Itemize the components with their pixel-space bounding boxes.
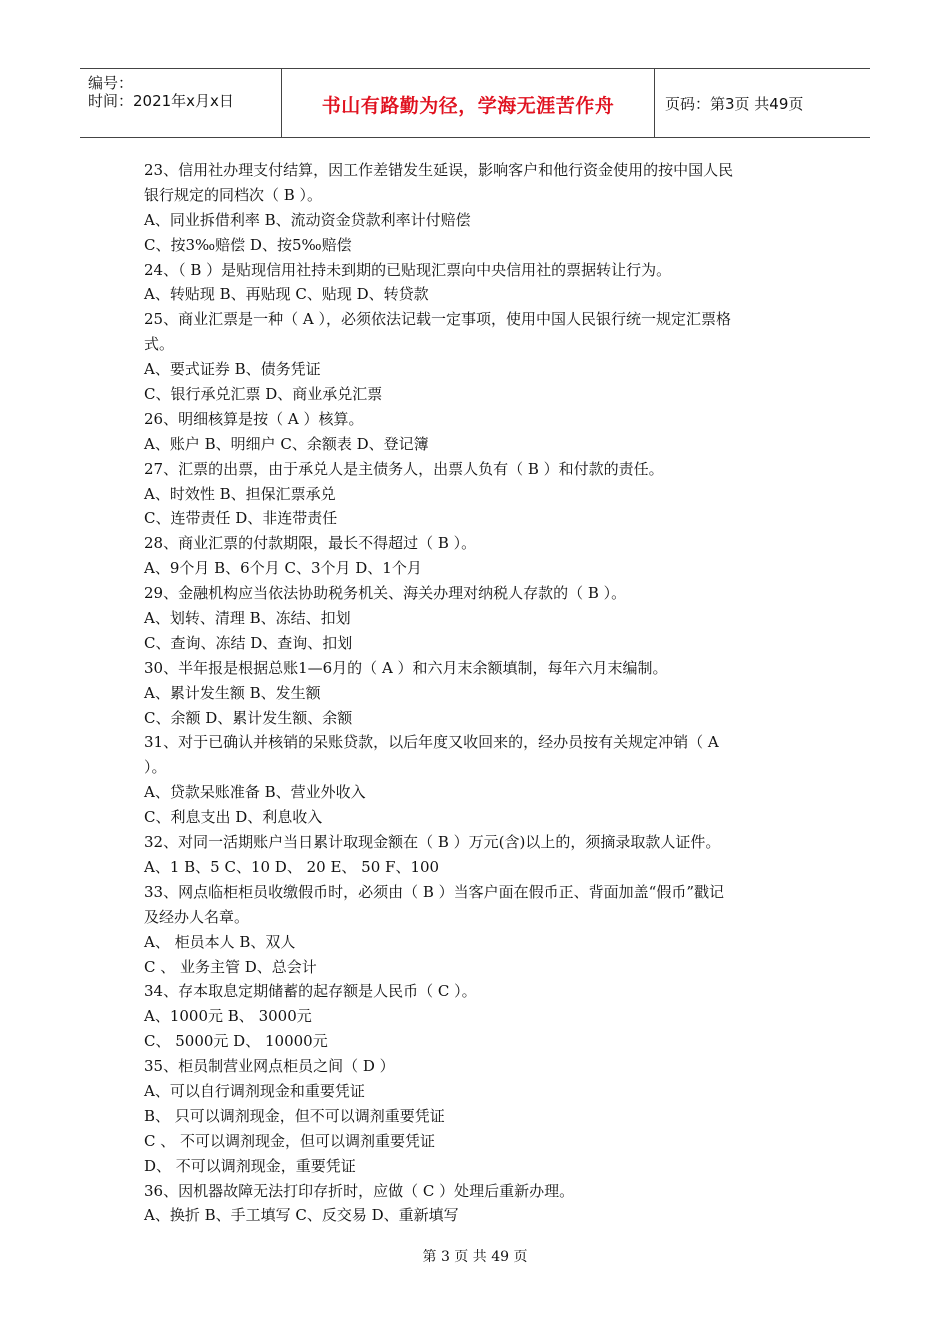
text-line: A、1000元 B、 3000元 bbox=[144, 1007, 312, 1026]
text-line: 35、柜员制营业网点柜员之间（ D ） bbox=[144, 1057, 395, 1076]
text-line: A、1 B、5 C、10 D、 20 E、 50 F、100 bbox=[144, 857, 440, 876]
text-line: C、余额 D、累计发生额、余额 bbox=[144, 708, 353, 727]
text-line: 34、存本取息定期储蓄的起存额是人民币（ C ）。 bbox=[144, 982, 477, 1001]
number-label: 编号： bbox=[88, 74, 134, 92]
header-info-cell bbox=[80, 69, 282, 137]
text-line: B、 只可以调剂现金，但不可以调剂重要凭证 bbox=[144, 1106, 445, 1125]
header-motto-cell bbox=[282, 69, 655, 137]
text-line: 31、对于已确认并核销的呆账贷款，以后年度又收回来的，经办员按有关规定冲销（ A bbox=[144, 733, 719, 752]
text-line: 24、（ B ）是贴现信用社持未到期的已贴现汇票向中央信用社的票据转让行为。 bbox=[144, 260, 672, 279]
text-line: 25、商业汇票是一种（ A ），必须依法记载一定事项，使用中国人民银行统一规定汇票格 bbox=[144, 310, 731, 329]
text-line: C、利息支出 D、利息收入 bbox=[144, 808, 323, 827]
text-line: A、账户 B、明细户 C、余额表 D、登记簿 bbox=[144, 434, 429, 453]
text-line: 式。 bbox=[144, 335, 175, 354]
text-line: ）。 bbox=[144, 758, 167, 777]
text-line: D、 不可以调剂现金，重要凭证 bbox=[144, 1156, 356, 1175]
text-line: 32、对同一活期账户当日累计取现金额在（ B ）万元(含)以上的，须摘录取款人证件。 bbox=[144, 833, 721, 852]
text-line: A、可以自行调剂现金和重要凭证 bbox=[144, 1081, 365, 1100]
motto-text: 书山有路勤为径，学海无涯苦作舟 bbox=[321, 95, 615, 117]
question-body bbox=[144, 158, 812, 1228]
text-line: C、 5000元 D、 10000元 bbox=[144, 1032, 328, 1051]
text-line: A、累计发生额 B、发生额 bbox=[144, 683, 321, 702]
text-line: 23、信用社办理支付结算，因工作差错发生延误，影响客户和他行资金使用的按中国人民 bbox=[144, 161, 734, 179]
text-line: 28、商业汇票的付款期限，最长不得超过（ B ）。 bbox=[144, 534, 477, 553]
text-line: 27、汇票的出票，由于承兑人是主债务人，出票人负有（ B ）和付款的责任。 bbox=[144, 459, 664, 478]
text-line: C 、 业务主管 D、总会计 bbox=[144, 957, 317, 976]
text-line: A、要式证券 B、债务凭证 bbox=[144, 360, 321, 379]
text-line: A、同业拆借利率 B、流动资金贷款利率计付赔偿 bbox=[144, 210, 471, 229]
text-line: 36、因机器故障无法打印存折时，应做（ C ）处理后重新办理。 bbox=[144, 1181, 575, 1200]
text-line: A、划转、清理 B、冻结、扣划 bbox=[144, 609, 351, 628]
text-line: A、 柜员本人 B、双人 bbox=[144, 932, 296, 951]
date-label: 时间：2021年x月x日 bbox=[88, 92, 234, 110]
text-line: 银行规定的同档次（ B ）。 bbox=[144, 185, 323, 204]
text-line: 33、网点临柜柜员收缴假币时，必须由（ B ）当客户面在假币正、背面加盖“假币”戳记 bbox=[144, 882, 724, 901]
text-line: C、按3‰赔偿 D、按5‰赔偿 bbox=[144, 235, 352, 254]
text-line: C、连带责任 D、非连带责任 bbox=[144, 509, 338, 528]
text-line: 及经办人名章。 bbox=[144, 907, 250, 926]
header-page-cell bbox=[655, 69, 870, 137]
text-line: A、贷款呆账准备 B、营业外收入 bbox=[144, 783, 366, 802]
header-table bbox=[80, 68, 870, 138]
text-line: 30、半年报是根据总账1—6月的（ A ）和六月末余额填制，每年六月末编制。 bbox=[144, 658, 668, 677]
text-line: 26、明细核算是按（ A ）核算。 bbox=[144, 409, 364, 428]
text-line: A、转贴现 B、再贴现 C、贴现 D、转贷款 bbox=[144, 285, 429, 304]
text-line: A、9个月 B、6个月 C、3个月 D、1个月 bbox=[144, 559, 422, 578]
text-line: C、查询、冻结 D、查询、扣划 bbox=[144, 633, 353, 652]
page-footer: 第 3 页 共 49 页 bbox=[422, 1249, 528, 1265]
text-line: C 、 不可以调剂现金，但可以调剂重要凭证 bbox=[144, 1131, 436, 1150]
text-line: A、换折 B、手工填写 C、反交易 D、重新填写 bbox=[144, 1206, 459, 1225]
text-line: A、时效性 B、担保汇票承兑 bbox=[144, 484, 336, 503]
text-line: C、银行承兑汇票 D、商业承兑汇票 bbox=[144, 385, 383, 404]
page-number-label: 页码：第3页 共49页 bbox=[665, 95, 804, 113]
text-line: 29、金融机构应当依法协助税务机关、海关办理对纳税人存款的（ B ）。 bbox=[144, 584, 627, 603]
